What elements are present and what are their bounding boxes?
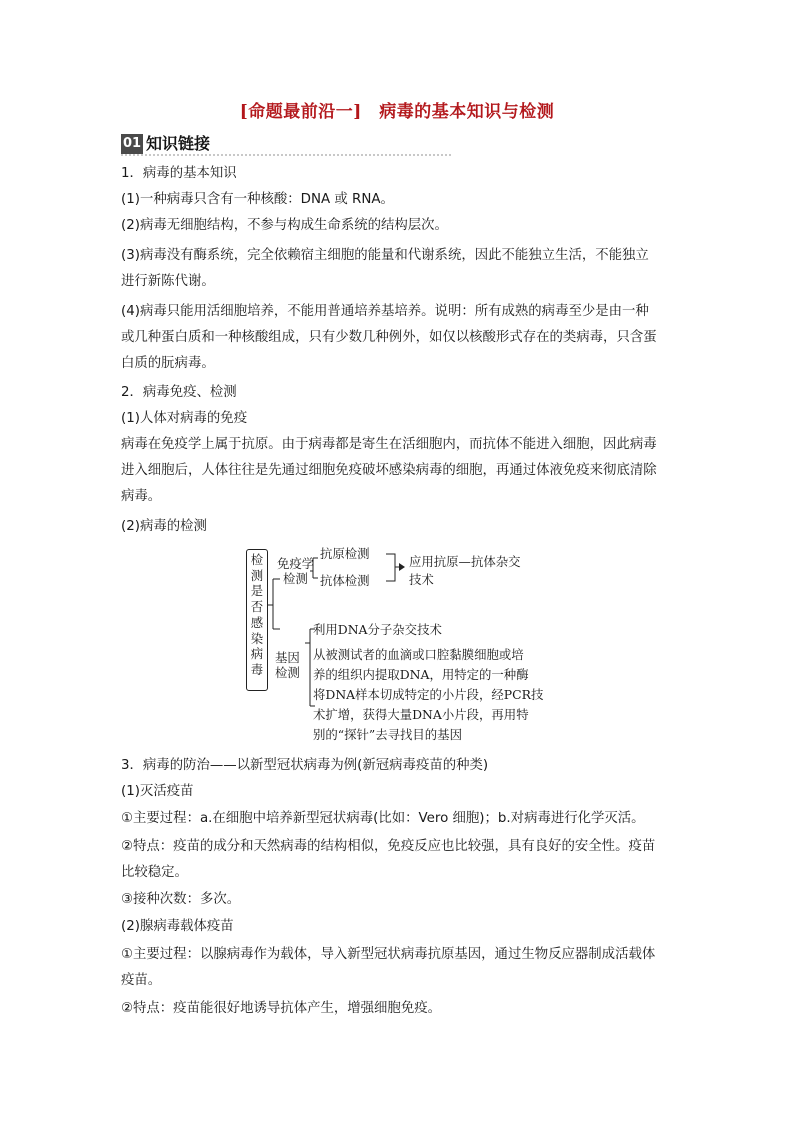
antigen-test: 抗原检测 bbox=[320, 546, 370, 561]
text-line: 病毒在免疫学上属于抗原。由于病毒都是寄生在活细胞内，而抗体不能进入细胞，因此病毒 bbox=[121, 437, 657, 452]
text-line: 进入细胞后，人体往往是先通过细胞免疫破坏感染病毒的细胞，再通过体液免疫来彻底清除 bbox=[121, 463, 657, 478]
text-line: 进行新陈代谢。 bbox=[121, 274, 215, 289]
text-line: (2)病毒的检测 bbox=[121, 519, 207, 534]
text-line: 病毒。 bbox=[121, 489, 162, 504]
section-divider bbox=[121, 154, 451, 156]
text-line: 3．病毒的防治——以新型冠状病毒为例(新冠病毒疫苗的种类) bbox=[121, 758, 489, 773]
section-label: 知识链接 bbox=[146, 134, 211, 153]
text-line: (2)病毒无细胞结构，不参与构成生命系统的结构层次。 bbox=[121, 218, 448, 233]
text-line: (1)人体对病毒的免疫 bbox=[121, 411, 248, 426]
text-line: ②特点：疫苗的成分和天然病毒的结构相似，免疫反应也比较强，具有良好的安全性。疫苗 bbox=[121, 839, 656, 854]
text-line: 白质的朊病毒。 bbox=[121, 356, 215, 371]
text-line: (3)病毒没有酶系统，完全依赖宿主细胞的能量和代谢系统，因此不能独立生活，不能独立 bbox=[121, 248, 649, 263]
gene-label-2: 检测 bbox=[275, 665, 300, 680]
gene-desc-line: 从被测试者的血滴或口腔黏膜细胞或培 bbox=[313, 647, 524, 662]
text-line: 比较稳定。 bbox=[121, 865, 188, 880]
text-line: 疫苗。 bbox=[121, 973, 162, 988]
text-line: 1．病毒的基本知识 bbox=[121, 166, 237, 181]
text-line: ①主要过程：a.在细胞中培养新型冠状病毒(比如：Vero 细胞)；b.对病毒进行化学灭活。 bbox=[121, 811, 645, 826]
text-line: (4)病毒只能用活细胞培养，不能用普通培养基培养。说明：所有成熟的病毒至少是由一种 bbox=[121, 304, 649, 319]
section-header bbox=[121, 133, 451, 155]
immuno-label-2: 检测 bbox=[283, 571, 308, 586]
immuno-result-2: 技术 bbox=[409, 572, 434, 587]
text-line: 2．病毒免疫、检测 bbox=[121, 385, 237, 400]
gene-desc-line: 养的组织内提取DNA，用特定的一种酶 bbox=[313, 667, 529, 682]
text-line: 或几种蛋白质和一种核酸组成，只有少数几种例外，如仅以核酸形式存在的类病毒，只含蛋 bbox=[121, 330, 657, 345]
gene-desc-line: 别的“探针”去寻找目的基因 bbox=[313, 727, 462, 742]
text-line: (1)灭活疫苗 bbox=[121, 784, 194, 799]
text-line: ①主要过程：以腺病毒作为载体，导入新型冠状病毒抗原基因，通过生物反应器制成活载体 bbox=[121, 947, 656, 962]
gene-desc-line: 术扩增，获得大量DNA小片段，再用特 bbox=[313, 707, 529, 722]
gene-method: 利用DNA分子杂交技术 bbox=[313, 622, 442, 637]
root-label: 检测是否感染病毒 bbox=[250, 552, 264, 677]
gene-label-1: 基因 bbox=[275, 650, 300, 665]
text-line: ②特点：疫苗能很好地诱导抗体产生，增强细胞免疫。 bbox=[121, 1001, 441, 1016]
immuno-label-1: 免疫学 bbox=[277, 556, 315, 571]
page-title: [命题最前沿一] 病毒的基本知识与检测 bbox=[239, 102, 555, 122]
immuno-result-1: 应用抗原—抗体杂交 bbox=[409, 554, 521, 569]
gene-desc-line: 将DNA样本切成特定的小片段，经PCR技 bbox=[313, 687, 544, 702]
virus-detection-diagram bbox=[243, 543, 563, 753]
text-line: (1)一种病毒只含有一种核酸：DNA 或 RNA。 bbox=[121, 192, 394, 207]
text-line: ③接种次数：多次。 bbox=[121, 892, 241, 907]
section-number-badge: 01 bbox=[121, 134, 143, 154]
antibody-test: 抗体检测 bbox=[320, 573, 370, 588]
text-line: (2)腺病毒载体疫苗 bbox=[121, 919, 234, 934]
root-box bbox=[246, 549, 268, 691]
